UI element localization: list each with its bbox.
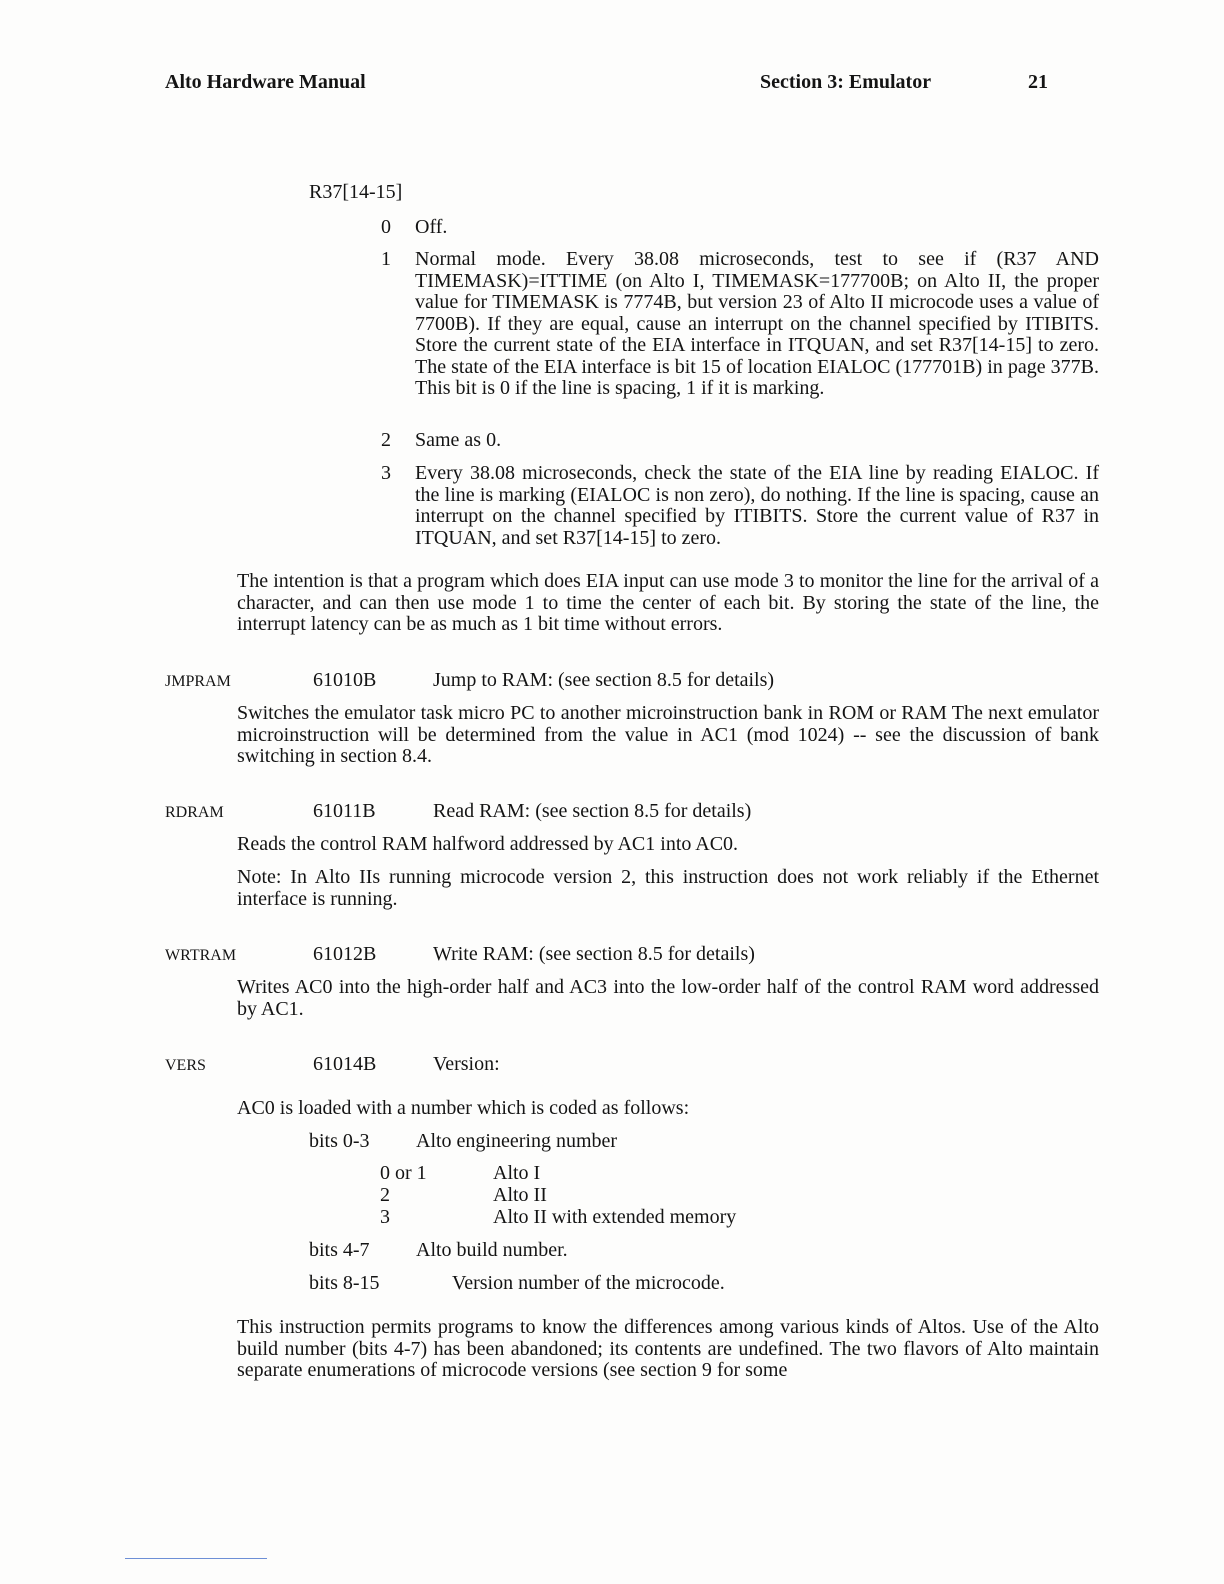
engineering-meaning: Alto I [493,1162,541,1184]
bit-range-label: bits 8-15 [309,1272,380,1294]
vers-intro: AC0 is loaded with a number which is coded as follows: [237,1097,690,1119]
instruction-opcode: 61011B [313,800,376,822]
mode-description: Same as 0. [415,429,502,451]
instruction-title: Jump to RAM: (see section 8.5 for details) [433,669,775,691]
instruction-body: Writes AC0 into the high-order half and AC3 into the low-order half of the control RAM word addressed by AC1. [237,976,1099,1020]
mode-number: 0 [381,216,391,238]
instruction-opcode: 61012B [313,943,377,965]
mode-description: Off. [415,216,448,238]
instruction-opcode: 61014B [313,1053,377,1075]
mode-number: 2 [381,429,391,451]
instruction-mnemonic: VERS [165,1057,206,1074]
bit-range-description: Alto build number. [416,1239,568,1261]
instruction-body: Switches the emulator task micro PC to another microinstruction bank in ROM or RAM The next emulator microinstruction will be determined from the value in AC1 (mod 1024) -- see the discussion of bank switching in section 8.4. [237,702,1099,767]
r37-field-label: R37[14-15] [309,181,403,203]
vers-closing-paragraph: This instruction permits programs to know the differences among various kinds of Altos. Use of the Alto build number (bits 4-7) has been abandoned; its contents are undefined. The two flavors of Alto maintain separate enumerations of microcode versions (see section 9 for some [237,1316,1099,1381]
engineering-value: 2 [380,1184,390,1206]
instruction-note: Note: In Alto IIs running microcode version 2, this instruction does not work reliably if the Ethernet interface is running. [237,866,1099,910]
mode-description: Normal mode. Every 38.08 microseconds, test to see if (R37 AND TIMEMASK)=ITTIME (on Alto I, TIMEMASK=177700B; on Alto II, the proper value for TIMEMASK is 7774B, but version 23 of Alto II microcode uses a value of 7700B). If they are equal, cause an interrupt on the channel specified by ITIBITS. Store the current state of the EIA interface in ITQUAN, and set R37[14-15] to zero. The state of the EIA interface is bit 15 of location EIALOC (177701B) in page 377B. This bit is 0 if the line is spacing, 1 if it is marking. [415,248,1099,399]
mode-intention-paragraph: The intention is that a program which does EIA input can use mode 3 to monitor the line for the arrival of a character, and can then use mode 1 to time the center of each bit. By storing the state of the line, the interrupt latency can be as much as 1 bit time without errors. [237,570,1099,635]
instruction-opcode: 61010B [313,669,377,691]
bit-range-description: Alto engineering number [416,1130,618,1152]
instruction-mnemonic: RDRAM [165,804,224,821]
instruction-mnemonic: JMPRAM [165,673,231,690]
bit-range-label: bits 0-3 [309,1130,370,1152]
instruction-title: Read RAM: (see section 8.5 for details) [433,800,752,822]
instruction-title: Version: [433,1053,500,1075]
bit-range-description: Version number of the microcode. [452,1272,725,1294]
bit-range-label: bits 4-7 [309,1239,370,1261]
instruction-mnemonic: WRTRAM [165,947,237,964]
mode-number: 1 [381,248,391,270]
footer-rule [125,1558,267,1559]
instruction-body: Reads the control RAM halfword addressed by AC1 into AC0. [237,833,739,855]
instruction-title: Write RAM: (see section 8.5 for details) [433,943,755,965]
running-header-section: Section 3: Emulator [760,71,932,93]
engineering-value: 3 [380,1206,390,1228]
running-header-title: Alto Hardware Manual [165,71,366,93]
engineering-meaning: Alto II [493,1184,547,1206]
page-number: 21 [1028,71,1048,93]
mode-description: Every 38.08 microseconds, check the state of the EIA line by reading EIALOC. If the line is marking (EIALOC is non zero), do nothing. If the line is spacing, cause an interrupt on the channel specified by ITIBITS. Store the current value of R37 in ITQUAN, and set R37[14-15] to zero. [415,462,1099,549]
mode-number: 3 [381,462,391,484]
engineering-value: 0 or 1 [380,1162,427,1184]
engineering-meaning: Alto II with extended memory [493,1206,737,1228]
